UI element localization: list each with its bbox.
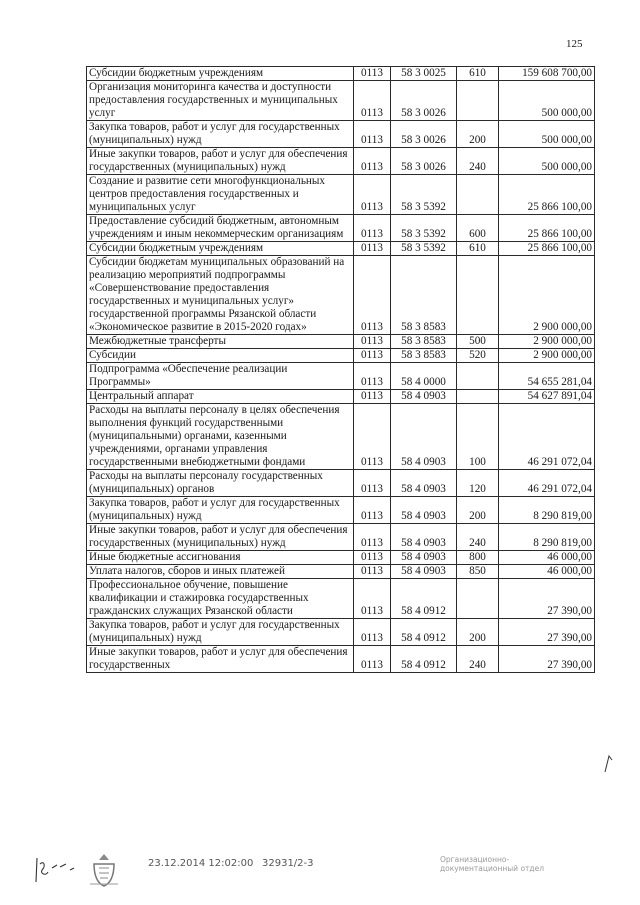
row-code-cell: 58 4 0903 — [391, 551, 457, 565]
table-row — [87, 524, 595, 551]
row-type-cell: 610 — [457, 242, 499, 256]
table-row — [87, 646, 595, 673]
row-name-cell: Иные закупки товаров, работ и услуг для обеспечения государственных — [87, 646, 354, 673]
row-name-cell: Субсидии — [87, 349, 354, 363]
department-stamp-line1: Организационно- — [440, 855, 510, 864]
row-section-cell: 0113 — [354, 67, 391, 81]
row-name-cell: Межбюджетные трансферты — [87, 335, 354, 349]
row-amount-cell: 500 000,00 — [499, 121, 595, 148]
table-row — [87, 404, 595, 470]
row-section-cell: 0113 — [354, 335, 391, 349]
row-amount-cell: 8 290 819,00 — [499, 497, 595, 524]
row-name-cell: Закупка товаров, работ и услуг для государственных (муниципальных) нужд — [87, 619, 354, 646]
row-section-cell: 0113 — [354, 256, 391, 335]
row-name-cell: Закупка товаров, работ и услуг для государственных (муниципальных) нужд — [87, 497, 354, 524]
row-amount-cell: 46 000,00 — [499, 551, 595, 565]
row-name-cell: Уплата налогов, сборов и иных платежей — [87, 565, 354, 579]
row-type-cell: 240 — [457, 524, 499, 551]
row-amount-cell: 27 390,00 — [499, 619, 595, 646]
row-section-cell: 0113 — [354, 646, 391, 673]
row-type-cell — [457, 81, 499, 121]
table-row — [87, 175, 595, 215]
row-code-cell: 58 3 5392 — [391, 242, 457, 256]
row-type-cell — [457, 256, 499, 335]
table-row — [87, 390, 595, 404]
table-row — [87, 67, 595, 81]
row-amount-cell: 2 900 000,00 — [499, 256, 595, 335]
row-amount-cell: 54 655 281,04 — [499, 363, 595, 390]
row-type-cell: 600 — [457, 215, 499, 242]
row-amount-cell: 46 291 072,04 — [499, 404, 595, 470]
row-code-cell: 58 3 5392 — [391, 215, 457, 242]
department-stamp-line2: документационный отдел — [440, 864, 544, 873]
emblem-seal-icon — [86, 850, 122, 890]
row-type-cell: 240 — [457, 148, 499, 175]
row-section-cell: 0113 — [354, 148, 391, 175]
row-name-cell: Субсидии бюджетным учреждениям — [87, 67, 354, 81]
row-code-cell: 58 4 0000 — [391, 363, 457, 390]
row-name-cell: Закупка товаров, работ и услуг для государственных (муниципальных) нужд — [87, 121, 354, 148]
table-row — [87, 565, 595, 579]
row-type-cell: 850 — [457, 565, 499, 579]
row-section-cell: 0113 — [354, 121, 391, 148]
row-code-cell: 58 4 0912 — [391, 646, 457, 673]
initials-scribble — [30, 852, 82, 886]
table-row — [87, 551, 595, 565]
row-section-cell: 0113 — [354, 524, 391, 551]
row-type-cell: 120 — [457, 470, 499, 497]
row-type-cell — [457, 175, 499, 215]
table-row — [87, 579, 595, 619]
row-amount-cell: 27 390,00 — [499, 579, 595, 619]
row-section-cell: 0113 — [354, 565, 391, 579]
row-section-cell: 0113 — [354, 551, 391, 565]
table-row — [87, 215, 595, 242]
row-code-cell: 58 3 8583 — [391, 256, 457, 335]
row-type-cell: 610 — [457, 67, 499, 81]
row-code-cell: 58 4 0912 — [391, 579, 457, 619]
row-code-cell: 58 4 0903 — [391, 524, 457, 551]
table-row — [87, 81, 595, 121]
table-row — [87, 335, 595, 349]
table-row — [87, 363, 595, 390]
table-row — [87, 256, 595, 335]
row-name-cell: Центральный аппарат — [87, 390, 354, 404]
table-row — [87, 121, 595, 148]
row-type-cell: 800 — [457, 551, 499, 565]
row-type-cell — [457, 390, 499, 404]
row-name-cell: Подпрограмма «Обеспечение реализации Программы» — [87, 363, 354, 390]
row-name-cell: Иные закупки товаров, работ и услуг для обеспечения государственных (муниципальных) нужд — [87, 148, 354, 175]
row-amount-cell: 159 608 700,00 — [499, 67, 595, 81]
row-code-cell: 58 3 0025 — [391, 67, 457, 81]
row-amount-cell: 500 000,00 — [499, 148, 595, 175]
page-footer — [0, 850, 640, 900]
row-name-cell: Субсидии бюджетным учреждениям — [87, 242, 354, 256]
row-amount-cell: 2 900 000,00 — [499, 349, 595, 363]
table-row — [87, 497, 595, 524]
row-section-cell: 0113 — [354, 242, 391, 256]
row-amount-cell: 8 290 819,00 — [499, 524, 595, 551]
row-code-cell: 58 4 0912 — [391, 619, 457, 646]
row-code-cell: 58 4 0903 — [391, 565, 457, 579]
table-row — [87, 148, 595, 175]
row-name-cell: Субсидии бюджетам муниципальных образований на реализацию мероприятий подпрограммы «Совершенствование предоставления государственных и муниципальных услуг» государственной программы Рязанской области «Экономическое развитие в 2015-2020 годах» — [87, 256, 354, 335]
row-name-cell: Расходы на выплаты персоналу государственных (муниципальных) органов — [87, 470, 354, 497]
row-section-cell: 0113 — [354, 497, 391, 524]
row-amount-cell: 46 000,00 — [499, 565, 595, 579]
footer-doc-number: 32931/2-3 — [262, 858, 314, 869]
row-name-cell: Расходы на выплаты персоналу в целях обеспечения выполнения функций государственными (муниципальными) органами, казенными учреждениями, органами управления государственными внебюджетными фондами — [87, 404, 354, 470]
row-type-cell — [457, 579, 499, 619]
row-code-cell: 58 3 5392 — [391, 175, 457, 215]
row-code-cell: 58 4 0903 — [391, 390, 457, 404]
department-stamp — [440, 855, 570, 873]
row-section-cell: 0113 — [354, 349, 391, 363]
row-type-cell — [457, 363, 499, 390]
row-name-cell: Иные бюджетные ассигнования — [87, 551, 354, 565]
row-type-cell: 500 — [457, 335, 499, 349]
row-section-cell: 0113 — [354, 579, 391, 619]
table-row — [87, 619, 595, 646]
row-code-cell: 58 3 8583 — [391, 349, 457, 363]
row-amount-cell: 54 627 891,04 — [499, 390, 595, 404]
page-number: 125 — [566, 38, 583, 50]
table-row — [87, 349, 595, 363]
row-section-cell: 0113 — [354, 619, 391, 646]
row-type-cell: 200 — [457, 497, 499, 524]
row-section-cell: 0113 — [354, 81, 391, 121]
row-section-cell: 0113 — [354, 390, 391, 404]
row-code-cell: 58 3 8583 — [391, 335, 457, 349]
table-row — [87, 242, 595, 256]
row-type-cell: 100 — [457, 404, 499, 470]
row-section-cell: 0113 — [354, 470, 391, 497]
row-amount-cell: 500 000,00 — [499, 81, 595, 121]
row-section-cell: 0113 — [354, 215, 391, 242]
row-code-cell: 58 4 0903 — [391, 404, 457, 470]
row-code-cell: 58 4 0903 — [391, 470, 457, 497]
row-code-cell: 58 4 0903 — [391, 497, 457, 524]
row-section-cell: 0113 — [354, 363, 391, 390]
row-name-cell: Организация мониторинга качества и доступности предоставления государственных и муниципальных услуг — [87, 81, 354, 121]
row-amount-cell: 25 866 100,00 — [499, 175, 595, 215]
row-section-cell: 0113 — [354, 404, 391, 470]
row-amount-cell: 46 291 072,04 — [499, 470, 595, 497]
row-name-cell: Создание и развитие сети многофункциональных центров предоставления государственных и муниципальных услуг — [87, 175, 354, 215]
row-amount-cell: 2 900 000,00 — [499, 335, 595, 349]
margin-pen-mark — [602, 752, 616, 776]
row-code-cell: 58 3 0026 — [391, 121, 457, 148]
row-type-cell: 520 — [457, 349, 499, 363]
row-name-cell: Предоставление субсидий бюджетным, автономным учреждениям и иным некоммерческим организациям — [87, 215, 354, 242]
row-code-cell: 58 3 0026 — [391, 148, 457, 175]
row-type-cell: 240 — [457, 646, 499, 673]
row-name-cell: Иные закупки товаров, работ и услуг для обеспечения государственных (муниципальных) нужд — [87, 524, 354, 551]
budget-table — [86, 66, 595, 673]
row-amount-cell: 25 866 100,00 — [499, 215, 595, 242]
row-type-cell: 200 — [457, 121, 499, 148]
row-section-cell: 0113 — [354, 175, 391, 215]
footer-timestamp: 23.12.2014 12:02:00 — [148, 858, 254, 869]
row-code-cell: 58 3 0026 — [391, 81, 457, 121]
row-type-cell: 200 — [457, 619, 499, 646]
row-name-cell: Профессиональное обучение, повышение квалификации и стажировка государственных гражданских служащих Рязанской области — [87, 579, 354, 619]
row-amount-cell: 25 866 100,00 — [499, 242, 595, 256]
row-amount-cell: 27 390,00 — [499, 646, 595, 673]
table-row — [87, 470, 595, 497]
